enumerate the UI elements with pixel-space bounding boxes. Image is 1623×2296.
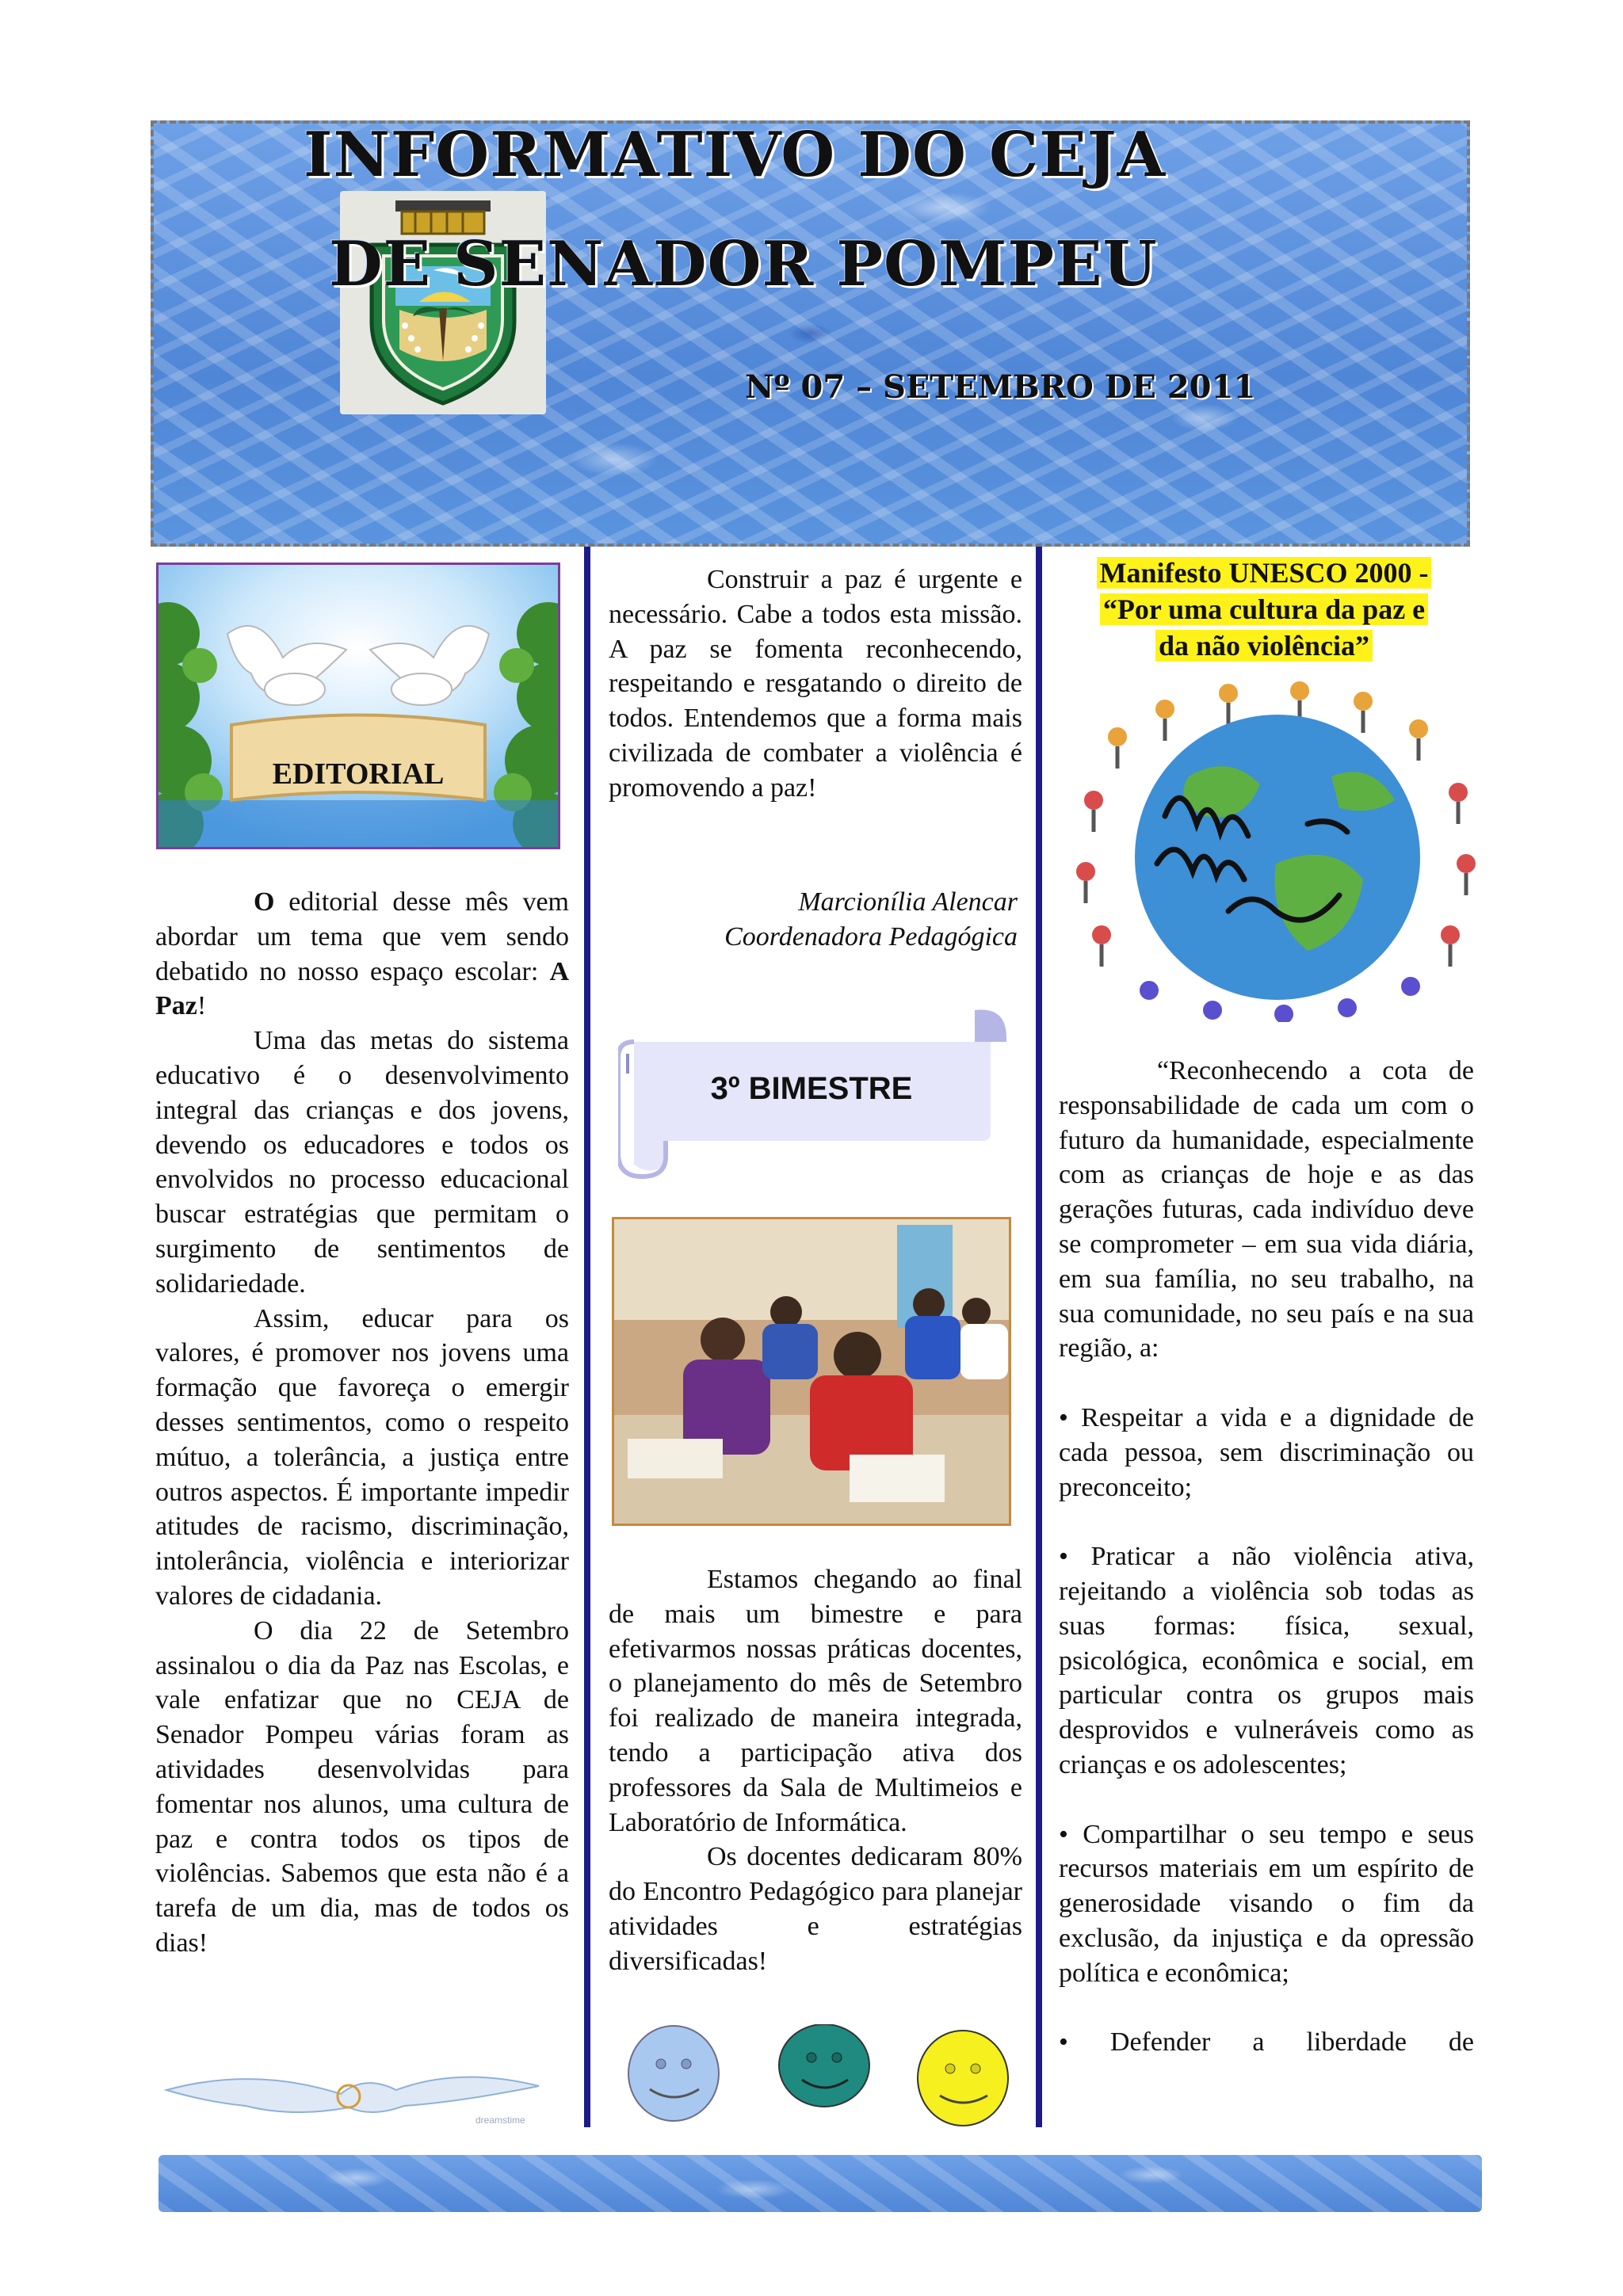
smiley-yellow-icon bbox=[918, 2031, 1008, 2126]
manifesto-article bbox=[1059, 1054, 1474, 2060]
signature-role: Coordenadora Pedagógica bbox=[724, 922, 1018, 952]
issue-number: Nº 07 – SETEMBRO DE 2011 bbox=[745, 368, 1256, 406]
manifesto-item-3: • Compartilhar o seu tempo e seus recursos materiais em um espírito de generosidade visando o fim da exclusão, da injustiça e da opressão política e econômica; bbox=[1059, 1819, 1474, 1988]
students-photo bbox=[612, 1217, 1011, 1526]
newsletter-title-line-1: INFORMATIVO DO CEJA bbox=[304, 119, 1166, 191]
smiley-faces bbox=[626, 2024, 1014, 2127]
smiley-teal-icon bbox=[779, 2024, 869, 2107]
bimestre-label: 3º BIMESTRE bbox=[710, 1071, 913, 1106]
newsletter-title-line-2: DE SENADOR POMPEU bbox=[329, 228, 1158, 300]
editorial-label: EDITORIAL bbox=[272, 757, 445, 791]
column-divider-right bbox=[1036, 547, 1042, 2127]
footer-water-band bbox=[158, 2155, 1482, 2212]
doves-illustration bbox=[156, 563, 560, 849]
editorial-article bbox=[155, 885, 569, 1961]
bimestre-paragraph-2: Os docentes dedicaram 80% do Encontro Pedagógico para planejar atividades e estratégias diversificadas! bbox=[609, 1842, 1022, 1976]
bimestre-paragraph-1: Estamos chegando ao final de mais um bimestre e para efetivarmos nossas práticas docentes, o planejamento do mês de Setembro foi realizado de maneira integrada, tendo a participação ativa dos professores da Sala de Multimeios e Laboratório de Informática. bbox=[609, 1565, 1022, 1837]
doves-logo-icon bbox=[158, 2058, 547, 2128]
signature bbox=[609, 885, 1018, 955]
peace-doves-footer-image bbox=[158, 2058, 547, 2128]
manifesto-item-4: • Defender a liberdade de bbox=[1059, 2027, 1474, 2058]
editorial-paragraph-4: O dia 22 de Setembro assinalou o dia da Paz nas Escolas, e vale enfatizar que no CEJA de Senador Pompeu várias foram as atividades desenvolvidas para fomentar nos alunos, uma cultura de paz e contra todos os tipos de violências. Sabemos que esta não é a tarefa de um dia, mas de todos os dias! bbox=[155, 1615, 569, 1958]
manifesto-item-2: • Praticar a não violência ativa, rejeitando a violência sob todas as suas formas: física, sexual, psicológica, econômica e social, em particular contra os grupos mais desprovidos e vulneráveis como as crianças e os adolescentes; bbox=[1059, 1542, 1474, 1779]
editorial-paragraph-3: Assim, educar para os valores, é promover nos jovens uma formação que favoreça o emergir desses sentimentos, como o respeito mútuo, a tolerância, a justiça entre outros aspectos. É importante impedir atitudes de racismo, discriminação, intolerância, violência e interiorizar valores de cidadania. bbox=[155, 1303, 569, 1611]
state-coat-of-arms-icon bbox=[340, 191, 546, 414]
bimestre-article bbox=[609, 1562, 1022, 1979]
column-divider-left bbox=[584, 547, 590, 2127]
smiley-blue-icon bbox=[628, 2026, 719, 2121]
classroom-photo bbox=[612, 1217, 1011, 1526]
peace-globe-illustration bbox=[1070, 681, 1482, 1022]
manifesto-intro: “Reconhecendo a cota de responsabilidade de cada um com o futuro da humanidade, especialmente com as crianças de hoje e as das gerações futuras, cada indivíduo deve se comprometer – em sua vida diária, em sua família, no seu trabalho, na sua comunidade, no seu país e na sua região, a: bbox=[1059, 1056, 1474, 1363]
editorial-banner-image bbox=[156, 563, 560, 849]
svg-text:dreamstime: dreamstime bbox=[475, 2115, 525, 2126]
editorial-paragraph-2: Uma das metas do sistema educativo é o desenvolvimento integral das crianças e dos jovens, devendo os educadores e todos os envolvidos no processo educacional buscar estratégias que permitam o surgimento de sentimentos de solidariedade. bbox=[155, 1026, 569, 1299]
globe-children-image bbox=[1070, 681, 1482, 1022]
manifesto-item-1: • Respeitar a vida e a dignidade de cada pessoa, sem discriminação ou preconceito; bbox=[1059, 1402, 1474, 1502]
peace-intro-paragraph: Construir a paz é urgente e necessário. Cabe a todos esta missão. A paz se fomenta reconhecendo, respeitando e resgatando o direito de todos. Entendemos que a forma mais civilizada de combater a violência é promovendo a paz! bbox=[609, 565, 1022, 803]
manifesto-title: Manifesto UNESCO 2000 - “Por uma cultura da paz e da não violência” bbox=[1058, 555, 1470, 664]
signature-name: Marcionília Alencar bbox=[798, 887, 1018, 917]
editorial-paragraph-1: O editorial desse mês vem abordar um tema que vem sendo debatido no nosso espaço escolar: A Paz! bbox=[155, 887, 569, 1021]
crest-frame bbox=[340, 191, 546, 414]
